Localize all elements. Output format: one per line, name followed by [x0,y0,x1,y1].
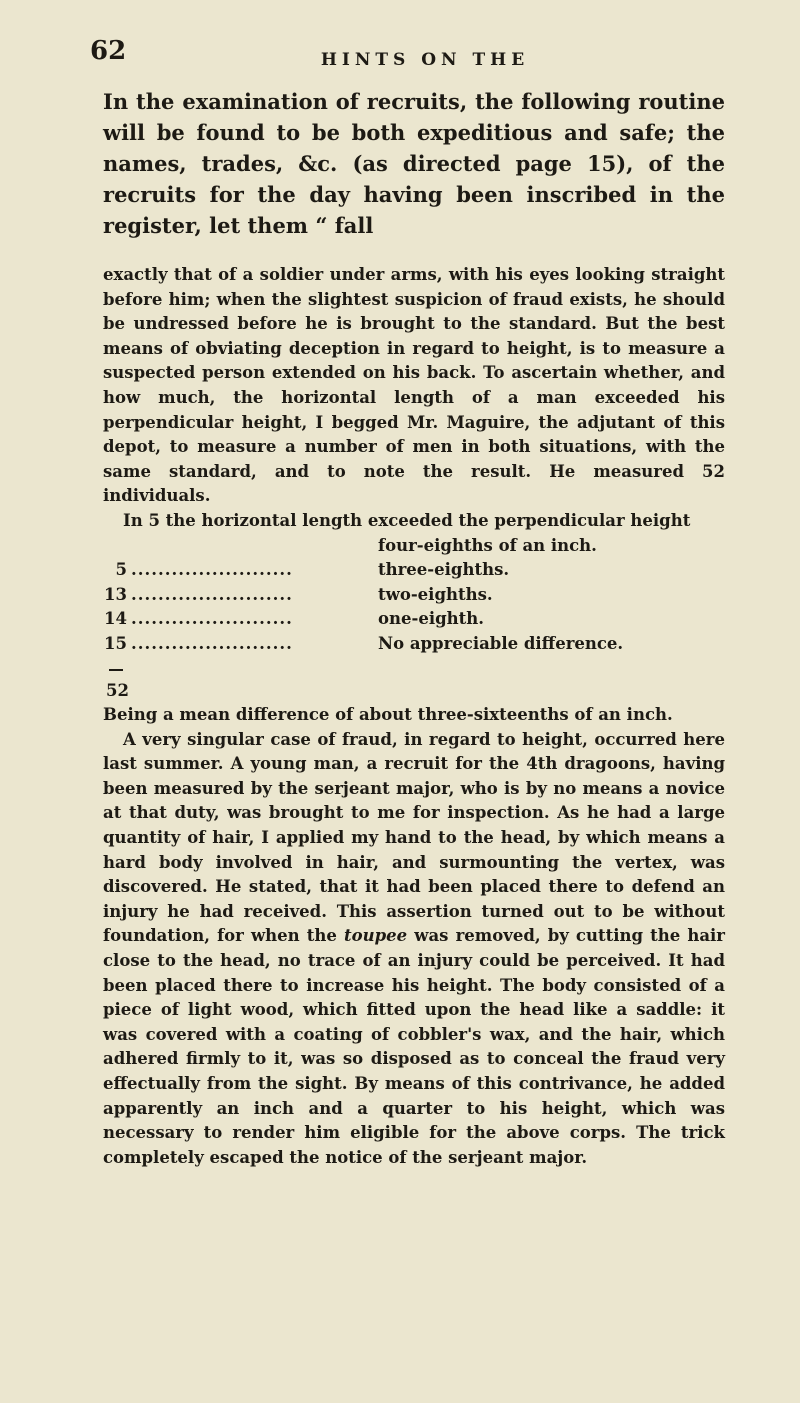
leader-dots: ........................ [131,560,293,580]
measurement-row [103,558,725,583]
measurement-count: 5 [115,560,127,580]
leader-dots: ........................ [131,633,293,653]
sum-rule [109,669,123,679]
measurement-row [103,607,725,632]
page-header [90,36,730,72]
measurement-first-line: In 5 the horizontal length exceeded the perpendicular height [123,510,691,530]
measurement-row [103,632,725,657]
paragraph-1: exactly that of a soldier under arms, with his eyes looking straight before him; when the slightest suspicion of fraud exists, he should be undressed before he is brought to the standard. But the best means of obviating deception in regard to height, is to measure a suspected person extended on his back. To ascertain whether, and how much, the horizontal length of a man exceeded his perpendicular height, I begged Mr. Maguire, the adjutant of this depot, to measure a number of men in both situations, with the same standard, and to note the result. He measured 52 individuals. [103,265,725,506]
lead-paragraph-block [103,86,725,241]
measurement-count: 14 [104,609,127,629]
paragraph-3 [103,728,725,1171]
measurement-desc: No appreciable difference. [378,633,624,653]
measurement-row [103,583,725,608]
measurement-count: 13 [104,584,127,604]
measurement-total-row [103,679,725,704]
measurement-table [103,509,725,703]
page-number: 62 [90,36,127,66]
measurement-first-continuation: four-eighths of an inch. [378,535,597,555]
body-text [103,263,725,1170]
measurement-desc: two-eighths. [378,584,493,604]
measurement-desc: three-eighths. [378,560,510,580]
running-head: HINTS ON THE [320,50,530,70]
paragraph-3-part-b: was removed, by cutting the hair close to the head, no trace of an injury could be perceived. It had been placed there to increase his height. The body consisted of a piece of light wood, which fitted upon the head like a saddle: it was covered with a coating of cobbler's wax, and the hair, which adhered firmly to it, was so disposed as to conceal the fraud very effectually from the sight. By means of this contrivance, he added apparently an inch and a quarter to his height, which was necessary to render him eligible for the above corps. The trick completely escaped the notice of the serjeant major. [103,926,726,1167]
paragraph-3-part-a: A very singular case of fraud, in regard to height, occurred here last summer. A young man, a recruit for the 4th dragoons, having been measured by the serjeant major, who is by no means a novice at that duty, was brought to me for inspection. As he had a large quantity of hair, I applied my hand to the head, by which means a hard body involved in hair, and surmounting the vertex, was discovered. He stated, that it had been placed there to defend an injury he had received. This assertion turned out to be without foundation, for when the [103,729,725,946]
measurement-total: 52 [106,680,129,700]
leader-dots: ........................ [131,609,293,629]
paragraph-2: Being a mean difference of about three-sixteenths of an inch. [103,705,673,725]
measurement-desc: one-eighth. [378,609,485,629]
leader-dots: ........................ [131,584,293,604]
lead-paragraph: In the examination of recruits, the following routine will be found to be both expeditious and safe; the names, trades, &c. (as directed page 15), of the recruits for the day having been inscribed in the register, let them “ fall [103,89,725,238]
paragraph-3-italic-word: toupee [344,926,408,946]
measurement-count: 15 [104,633,127,653]
